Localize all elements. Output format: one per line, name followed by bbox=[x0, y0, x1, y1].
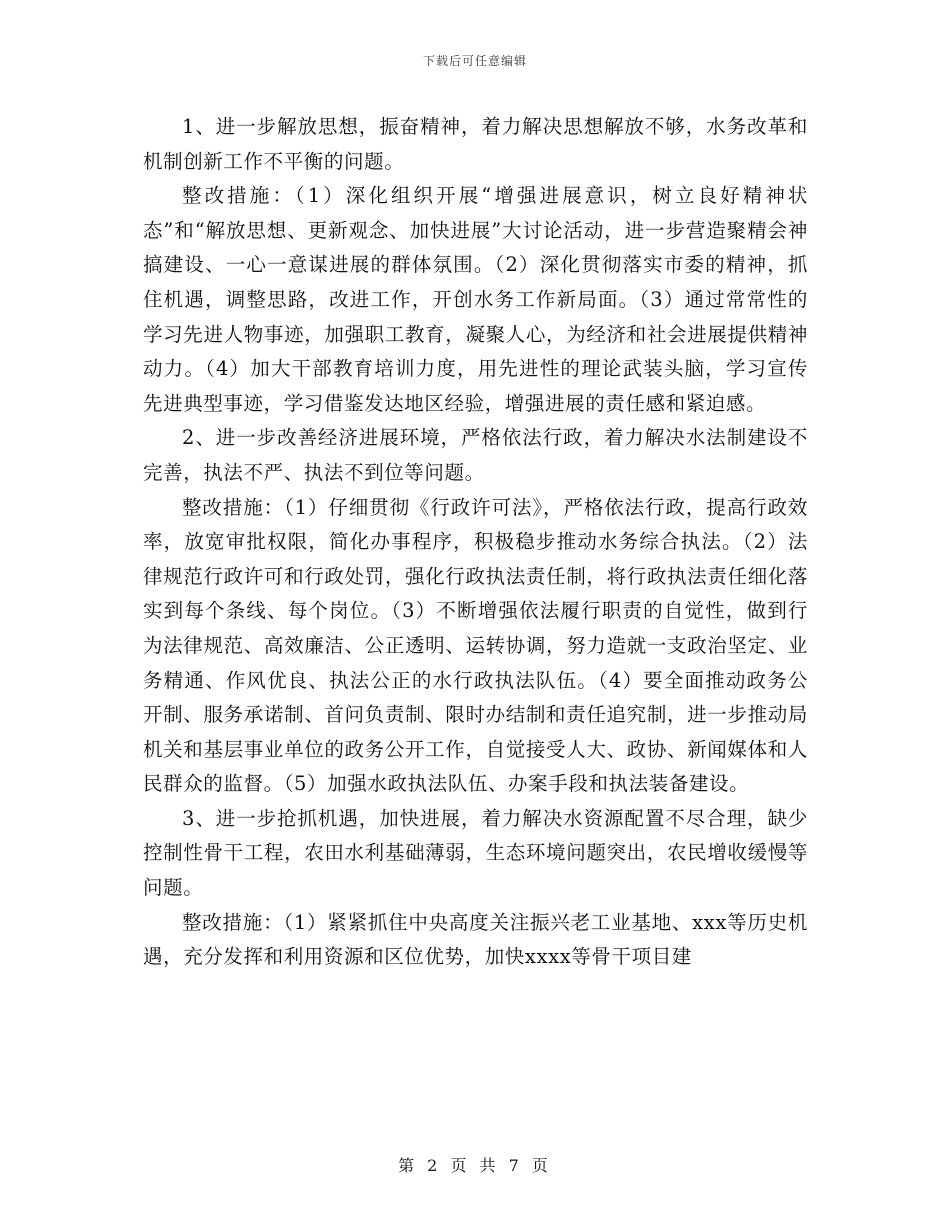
paragraph-2: 整改措施：（1）深化组织开展“增强进展意识，树立良好精神状态”和“解放思想、更新观念、加快进展”大讨论活动，进一步营造聚精会神搞建设、一心一意谋进展的群体氛围。（2）深化贯彻落实市委的精神，抓住机遇，调整思路，改进工作，开创水务工作新局面。（3）通过常常性的学习先进人物事迹，加强职工教育，凝聚人心，为经济和社会进展提供精神动力。（4）加大干部教育培训力度，用先进性的理论武装头脑，学习宣传先进典型事迹，学习借鉴发达地区经验，增强进展的责任感和紧迫感。 bbox=[143, 184, 808, 415]
document-body bbox=[143, 110, 808, 975]
paragraph-4: 整改措施：（1）仔细贯彻《行政许可法》，严格依法行政，提高行政效率，放宽审批权限，简化办事程序，积极稳步推动水务综合执法。（2）法律规范行政许可和行政处罚，强化行政执法责任制，将行政执法责任细化落实到每个条线、每个岗位。（3）不断增强依法履行职责的自觉性，做到行为法律规范、高效廉洁、公正透明、运转协调，努力造就一支政治坚定、业务精通、作风优良、执法公正的水行政执法队伍。（4）要全面推动政务公开制、服务承诺制、首问负责制、限时办结制和责任追究制，进一步推动局机关和基层事业单位的政务公开工作，自觉接受人大、政协、新闻媒体和人民群众的监督。（5）加强水政执法队伍、办案手段和执法装备建设。 bbox=[143, 495, 808, 796]
header-note: 下载后可任意编辑 bbox=[422, 54, 527, 68]
paragraph-5: 3、进一步抢抓机遇，加快进展，着力解决水资源配置不尽合理，缺少控制性骨干工程，农田水利基础薄弱，生态环境问题突出，农民增收缓慢等问题。 bbox=[143, 806, 808, 900]
paragraph-3: 2、进一步改善经济进展环境，严格依法行政，着力解决水法制建设不完善，执法不严、执法不到位等问题。 bbox=[143, 426, 808, 484]
paragraph-1: 1、进一步解放思想，振奋精神，着力解决思想解放不够，水务改革和机制创新工作不平衡的问题。 bbox=[143, 115, 808, 173]
page-number: 第 2 页 共 7 页 bbox=[398, 1156, 552, 1175]
paragraph-6: 整改措施：（1）紧紧抓住中央高度关注振兴老工业基地、xxx等历史机遇，充分发挥和利用资源和区位优势，加快xxxx等骨干项目建 bbox=[143, 910, 808, 969]
